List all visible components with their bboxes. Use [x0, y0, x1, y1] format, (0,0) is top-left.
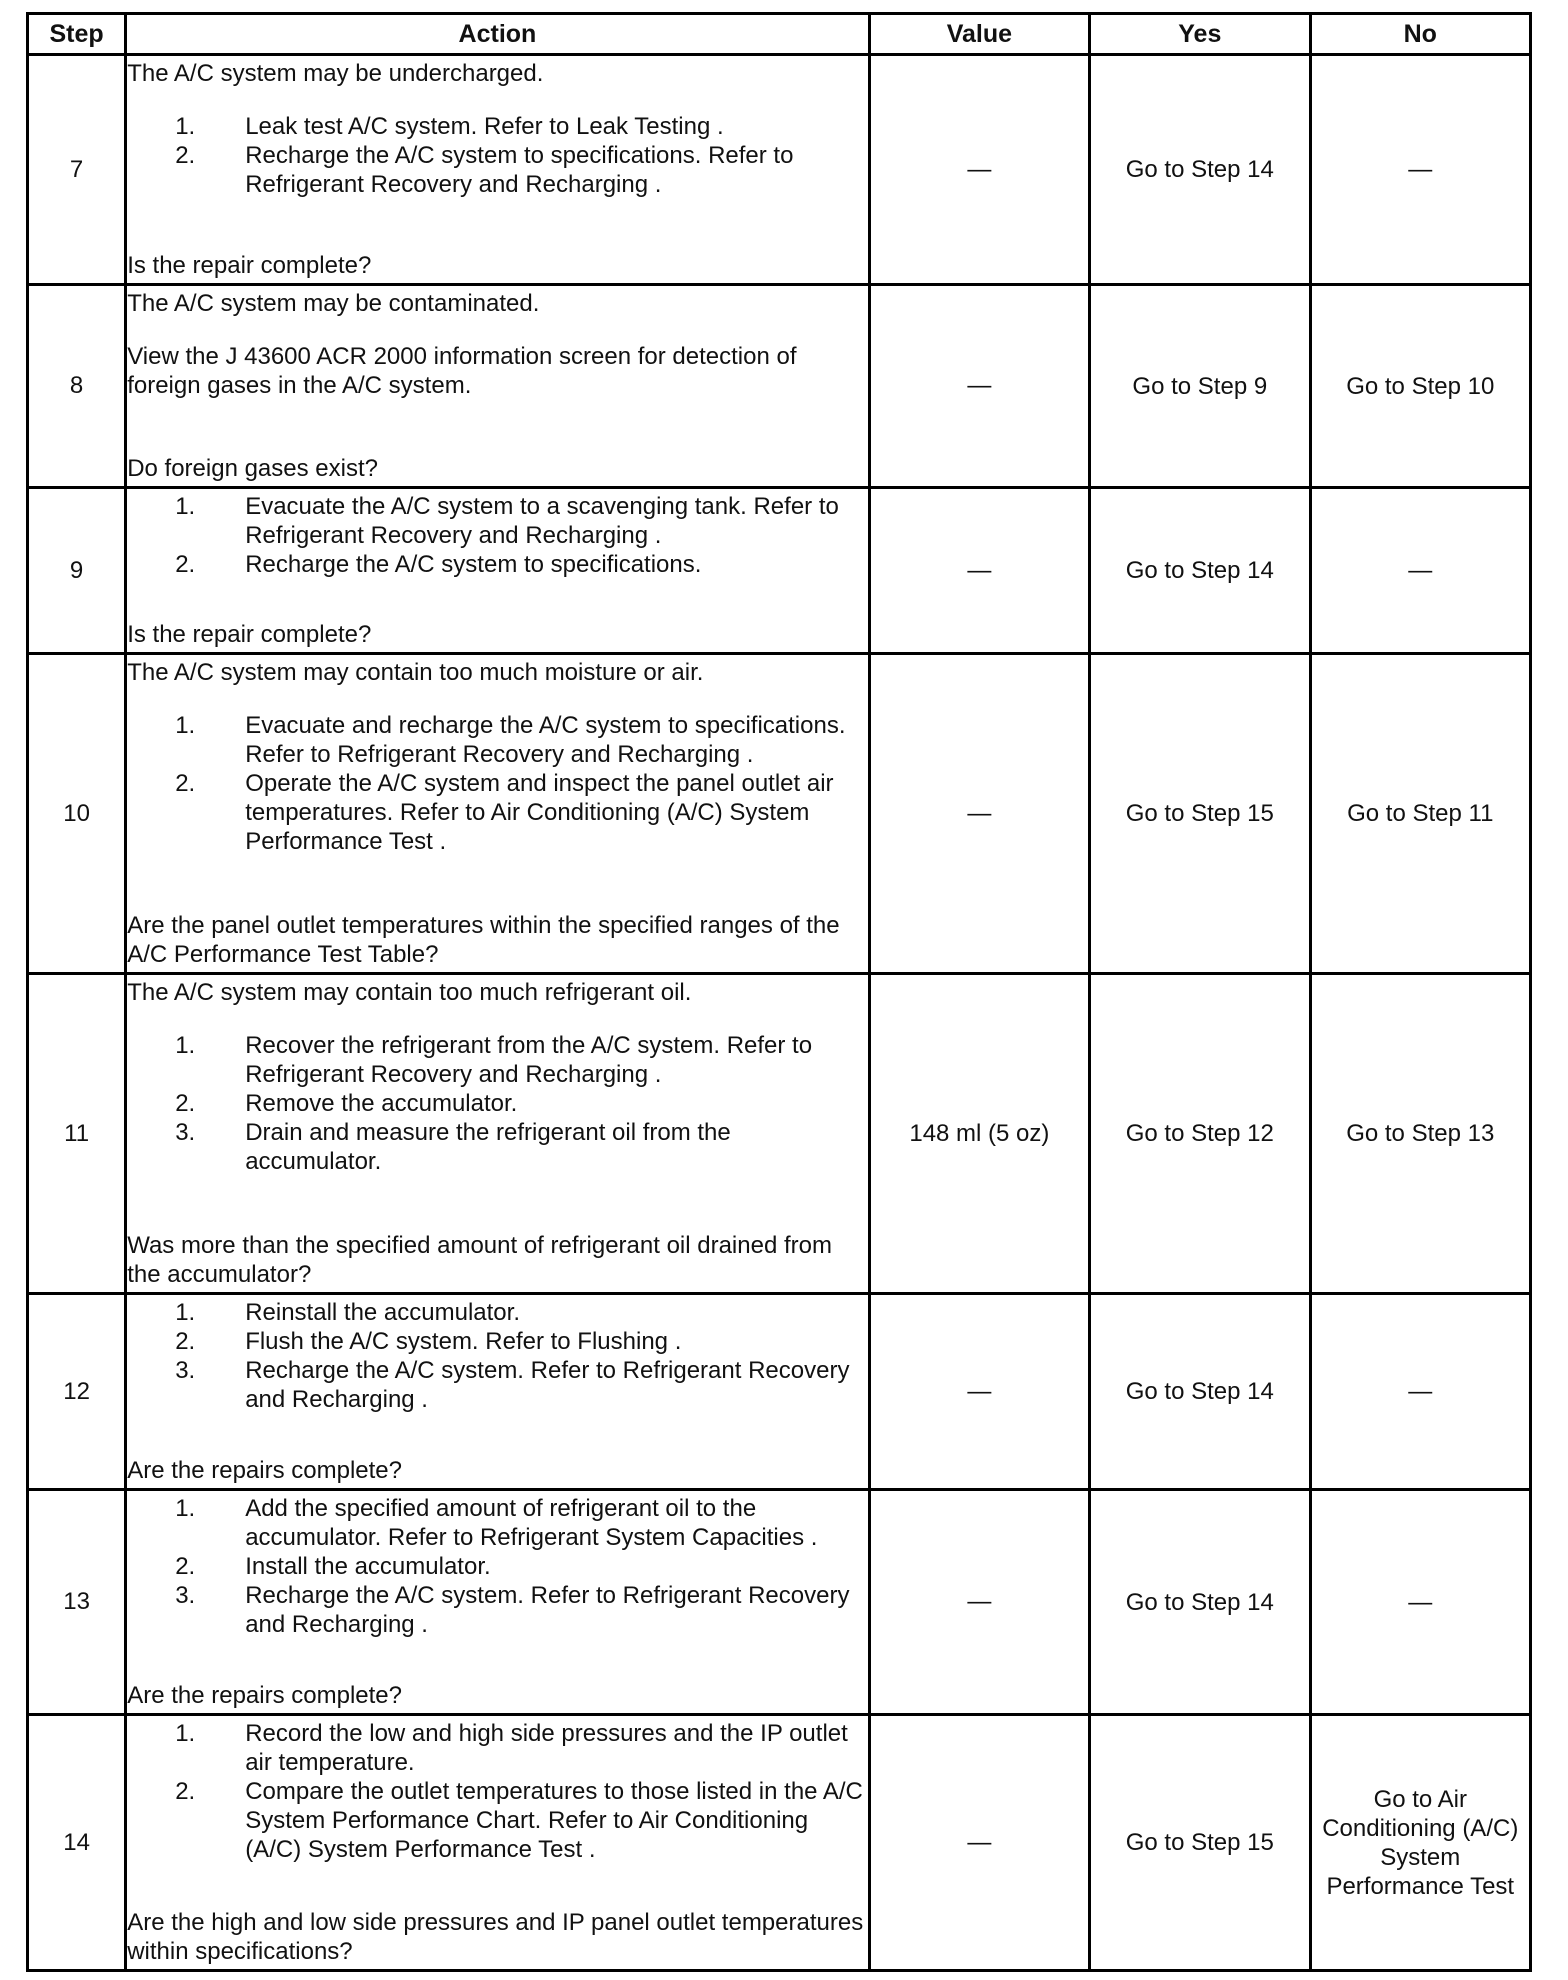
- list-item: [127, 492, 867, 550]
- header-action: Action: [126, 14, 869, 55]
- action-content: [127, 658, 867, 969]
- action-question: Are the repairs complete?: [127, 1682, 402, 1709]
- step-item-text: Add the specified amount of refrigerant oil to the accumulator. Refer to Refrigerant System Capacities .: [245, 1495, 818, 1551]
- list-item: [127, 1118, 867, 1176]
- action-body: View the J 43600 ACR 2000 information screen for detection of foreign gases in the A/C system.: [127, 343, 797, 399]
- step-item-text: Drain and measure the refrigerant oil from the accumulator.: [245, 1119, 731, 1175]
- no-cell: —: [1310, 488, 1530, 654]
- table-row: [28, 488, 1531, 654]
- value-cell: —: [869, 654, 1089, 974]
- table-row: [28, 974, 1531, 1294]
- step-number: 10: [28, 654, 126, 974]
- value-cell: —: [869, 285, 1089, 488]
- table-row: [28, 1490, 1531, 1715]
- action-cell: [126, 55, 869, 285]
- list-item: [127, 1581, 867, 1639]
- step-item-number: 1.: [175, 1720, 196, 1747]
- table-row: [28, 285, 1531, 488]
- action-top: [127, 289, 867, 400]
- action-steps-list: [127, 1298, 867, 1414]
- value-cell: —: [869, 488, 1089, 654]
- list-item: [127, 1298, 867, 1327]
- step-item-number: 3.: [175, 1582, 196, 1609]
- list-item: [127, 1552, 867, 1581]
- no-cell: —: [1310, 1294, 1530, 1490]
- step-item-text: Leak test A/C system. Refer to Leak Testing .: [245, 113, 724, 140]
- action-content: [127, 59, 867, 280]
- step-item-text: Install the accumulator.: [245, 1553, 491, 1580]
- list-item: [127, 112, 867, 141]
- no-cell: Go to Step 10: [1310, 285, 1530, 488]
- action-intro: The A/C system may contain too much moisture or air.: [127, 659, 704, 686]
- action-steps-list: [127, 1494, 867, 1639]
- yes-cell: Go to Step 15: [1090, 654, 1310, 974]
- step-item-text: Compare the outlet temperatures to those listed in the A/C System Performance Chart. Refer to Air Conditioning (A/C) System Performance Test .: [245, 1778, 863, 1863]
- value-cell: 148 ml (5 oz): [869, 974, 1089, 1294]
- step-item-text: Recharge the A/C system. Refer to Refrigerant Recovery and Recharging .: [245, 1582, 850, 1638]
- no-cell: Go to Step 11: [1310, 654, 1530, 974]
- action-steps-list: [127, 492, 867, 579]
- action-cell: [126, 654, 869, 974]
- step-item-number: 2.: [175, 142, 196, 169]
- list-item: [127, 711, 867, 769]
- action-content: [127, 978, 867, 1289]
- header-no: No: [1310, 14, 1530, 55]
- step-item-number: 1.: [175, 113, 196, 140]
- step-item-number: 1.: [175, 493, 196, 520]
- list-item: [127, 1031, 867, 1089]
- action-content: [127, 1298, 867, 1485]
- header-yes: Yes: [1090, 14, 1310, 55]
- step-item-text: Recover the refrigerant from the A/C system. Refer to Refrigerant Recovery and Recharging .: [245, 1032, 813, 1088]
- step-item-text: Evacuate the A/C system to a scavenging tank. Refer to Refrigerant Recovery and Recharging .: [245, 493, 839, 549]
- diagnostic-table: [26, 12, 1532, 1972]
- yes-cell: Go to Step 14: [1090, 55, 1310, 285]
- yes-cell: Go to Step 14: [1090, 1294, 1310, 1490]
- yes-cell: Go to Step 14: [1090, 488, 1310, 654]
- step-number: 9: [28, 488, 126, 654]
- list-item: [127, 141, 867, 199]
- action-steps-list: [127, 711, 867, 856]
- step-item-number: 3.: [175, 1357, 196, 1384]
- table-row: [28, 654, 1531, 974]
- step-item-number: 3.: [175, 1119, 196, 1146]
- action-top: [127, 1298, 867, 1414]
- table-body: [28, 55, 1531, 1971]
- action-top: [127, 59, 867, 199]
- step-item-number: 1.: [175, 712, 196, 739]
- action-steps-list: [127, 1031, 867, 1176]
- step-item-number: 2.: [175, 551, 196, 578]
- action-question: Are the repairs complete?: [127, 1457, 402, 1484]
- action-top: [127, 1719, 867, 1864]
- step-item-text: Recharge the A/C system to specifications. Refer to Refrigerant Recovery and Recharging .: [245, 142, 794, 198]
- header-row: [28, 14, 1531, 55]
- action-cell: [126, 285, 869, 488]
- step-number: 8: [28, 285, 126, 488]
- value-cell: —: [869, 1294, 1089, 1490]
- step-number: 12: [28, 1294, 126, 1490]
- step-item-number: 1.: [175, 1032, 196, 1059]
- step-item-number: 2.: [175, 1090, 196, 1117]
- table-row: [28, 55, 1531, 285]
- action-content: [127, 1719, 867, 1966]
- step-item-text: Operate the A/C system and inspect the panel outlet air temperatures. Refer to Air Conditioning (A/C) System Performance Test .: [245, 770, 834, 855]
- action-cell: [126, 1294, 869, 1490]
- step-item-number: 1.: [175, 1495, 196, 1522]
- action-steps-list: [127, 1719, 867, 1864]
- action-top: [127, 492, 867, 579]
- action-cell: [126, 1715, 869, 1971]
- list-item: [127, 1089, 867, 1118]
- value-cell: —: [869, 55, 1089, 285]
- action-question: Are the panel outlet temperatures within the specified ranges of the A/C Performance Test Table?: [127, 912, 840, 968]
- step-item-text: Evacuate and recharge the A/C system to specifications. Refer to Refrigerant Recovery and Recharging .: [245, 712, 846, 768]
- no-cell: Go to Step 13: [1310, 974, 1530, 1294]
- action-cell: [126, 488, 869, 654]
- step-item-text: Recharge the A/C system to specifications.: [245, 551, 702, 578]
- step-number: 14: [28, 1715, 126, 1971]
- action-steps-list: [127, 112, 867, 199]
- step-item-text: Reinstall the accumulator.: [245, 1299, 520, 1326]
- value-cell: —: [869, 1490, 1089, 1715]
- action-content: [127, 492, 867, 649]
- table-row: [28, 1715, 1531, 1971]
- action-top: [127, 1494, 867, 1639]
- step-number: 7: [28, 55, 126, 285]
- action-content: [127, 1494, 867, 1710]
- action-top: [127, 978, 867, 1176]
- list-item: [127, 1356, 867, 1414]
- action-question: Is the repair complete?: [127, 621, 372, 648]
- step-item-number: 2.: [175, 1778, 196, 1805]
- no-cell: —: [1310, 1490, 1530, 1715]
- action-cell: [126, 974, 869, 1294]
- step-item-text: Flush the A/C system. Refer to Flushing .: [245, 1328, 682, 1355]
- step-item-text: Remove the accumulator.: [245, 1090, 518, 1117]
- action-cell: [126, 1490, 869, 1715]
- step-item-number: 2.: [175, 1553, 196, 1580]
- step-item-number: 2.: [175, 1328, 196, 1355]
- action-question: Are the high and low side pressures and IP panel outlet temperatures within specifications?: [127, 1909, 864, 1965]
- header-step: Step: [28, 14, 126, 55]
- list-item: [127, 1777, 867, 1864]
- value-cell: —: [869, 1715, 1089, 1971]
- list-item: [127, 1327, 867, 1356]
- no-cell: Go to Air Conditioning (A/C) System Performance Test: [1310, 1715, 1530, 1971]
- list-item: [127, 769, 867, 856]
- table-row: [28, 1294, 1531, 1490]
- action-question: Was more than the specified amount of refrigerant oil drained from the accumulator?: [127, 1232, 832, 1288]
- step-number: 13: [28, 1490, 126, 1715]
- step-item-number: 1.: [175, 1299, 196, 1326]
- no-cell: —: [1310, 55, 1530, 285]
- step-item-text: Record the low and high side pressures and the IP outlet air temperature.: [245, 1720, 848, 1776]
- yes-cell: Go to Step 12: [1090, 974, 1310, 1294]
- list-item: [127, 1719, 867, 1777]
- action-content: [127, 289, 867, 483]
- action-intro: The A/C system may be contaminated.: [127, 290, 540, 317]
- yes-cell: Go to Step 14: [1090, 1490, 1310, 1715]
- step-item-text: Recharge the A/C system. Refer to Refrigerant Recovery and Recharging .: [245, 1357, 850, 1413]
- yes-cell: Go to Step 15: [1090, 1715, 1310, 1971]
- action-question: Do foreign gases exist?: [127, 455, 378, 482]
- action-top: [127, 658, 867, 856]
- header-value: Value: [869, 14, 1089, 55]
- step-item-number: 2.: [175, 770, 196, 797]
- diagnostic-table-container: [26, 12, 1532, 1972]
- action-intro: The A/C system may contain too much refrigerant oil.: [127, 979, 692, 1006]
- action-intro: The A/C system may be undercharged.: [127, 60, 544, 87]
- list-item: [127, 1494, 867, 1552]
- action-question: Is the repair complete?: [127, 252, 372, 279]
- yes-cell: Go to Step 9: [1090, 285, 1310, 488]
- step-number: 11: [28, 974, 126, 1294]
- list-item: [127, 550, 867, 579]
